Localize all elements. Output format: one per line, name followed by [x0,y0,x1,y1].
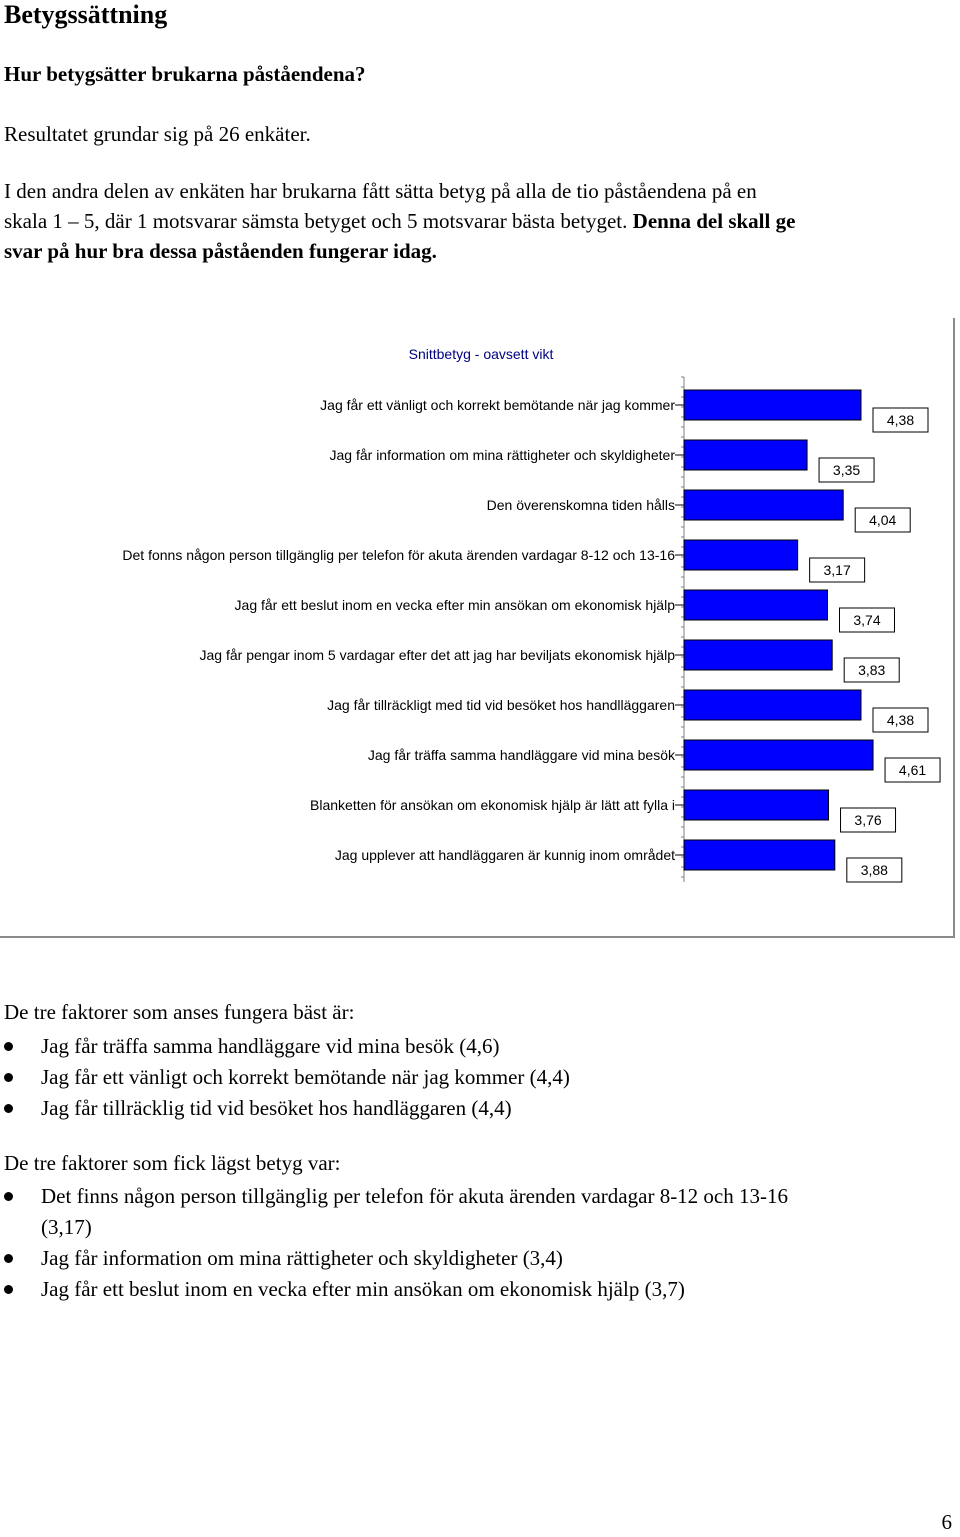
bar [684,590,827,620]
bar [684,540,798,570]
value-label: 4,61 [898,762,927,778]
best-list [0,1031,801,1124]
best-item-text: Jag får träffa samma handläggare vid mina besök (4,6) [41,1034,500,1058]
value-label: 3,17 [823,562,851,578]
chart-body [122,377,940,882]
value-label: 3,35 [832,462,861,478]
worst-item [0,1243,801,1274]
bullet-icon [4,1042,13,1051]
best-item-text: Jag får ett vänligt och korrekt bemötande när jag kommer (4,4) [41,1065,570,1089]
value-label: 3,88 [860,862,888,878]
best-item [0,1093,801,1124]
category-label: Jag upplever att handläggaren är kunnig inom området [334,847,675,863]
intro-line-2 [4,206,795,236]
worst-item-text: Jag får ett beslut inom en vecka efter min ansökan om ekonomisk hjälp (3,7) [41,1277,685,1301]
worst-item [0,1274,801,1305]
worst-item-text: Det finns någon person tillgänglig per telefon för akuta ärenden vardagar 8-12 och 13-16 (3,17) [41,1184,788,1239]
value-label: 4,38 [886,412,915,428]
bar [684,690,861,720]
bullet-icon [4,1073,13,1082]
bullet-icon [4,1192,13,1201]
question-heading: Hur betygsätter brukarna påståendena? [4,62,366,86]
category-label: Jag får information om mina rättigheter och skyldigheter [329,447,675,463]
page-heading: Betygssättning [4,0,168,29]
best-item [0,1062,801,1093]
value-label: 3,76 [854,812,882,828]
result-text: Resultatet grundar sig på 26 enkäter. [4,122,311,146]
category-label: Jag får träffa samma handläggare vid mina besök [367,747,675,763]
value-label: 4,04 [869,512,897,528]
best-heading: De tre faktorer som anses fungera bäst är: [4,1000,355,1024]
bar [684,390,861,420]
category-label: Den överenskomna tiden hålls [486,497,675,513]
chart-frame [0,318,955,938]
value-label: 3,74 [853,612,881,628]
worst-list [0,1181,801,1305]
bullet-icon [4,1104,13,1113]
category-label: Jag får tillräckligt med tid vid besöket hos handlläggaren [327,697,675,713]
value-label: 3,83 [858,662,886,678]
bar [684,490,843,520]
bullet-icon [4,1285,13,1294]
category-label: Det fonns någon person tillgänglig per telefon för akuta ärenden vardagar 8-12 och 13-16 [122,547,675,563]
bar [684,840,835,870]
category-label: Jag får ett beslut inom en vecka efter min ansökan om ekonomisk hjälp [234,597,675,613]
category-label: Blanketten för ansökan om ekonomisk hjälp är lätt att fylla i [310,797,675,813]
category-label: Jag får ett vänligt och korrekt bemötande när jag kommer [320,397,675,413]
intro-bold-2: svar på hur bra dessa påståenden fungerar idag. [4,239,437,263]
category-label: Jag får pengar inom 5 vardagar efter det att jag har beviljats ekonomisk hjälp [199,647,675,663]
bar [684,440,807,470]
best-item [0,1031,801,1062]
bullet-icon [4,1254,13,1263]
bar [684,790,829,820]
intro-line-2-text: skala 1 – 5, där 1 motsvarar sämsta betyget och 5 motsvarar bästa betyget. [4,209,628,233]
worst-heading: De tre faktorer som fick lägst betyg var: [4,1151,341,1175]
best-item-text: Jag får tillräcklig tid vid besöket hos handläggaren (4,4) [41,1096,512,1120]
intro-line-3 [4,236,437,266]
intro-line-1: I den andra delen av enkäten har brukarna fått sätta betyg på alla de tio påståendena på en [4,179,757,203]
page-number: 6 [941,1510,952,1534]
chart-title: Snittbetyg - oavsett vikt [408,346,554,362]
worst-item-text: Jag får information om mina rättigheter och skyldigheter (3,4) [41,1246,563,1270]
intro-bold-1: Denna del skall ge [632,209,796,233]
bar [684,740,873,770]
bar-chart [0,318,955,938]
bar [684,640,832,670]
value-label: 4,38 [886,712,915,728]
worst-item [0,1181,801,1243]
